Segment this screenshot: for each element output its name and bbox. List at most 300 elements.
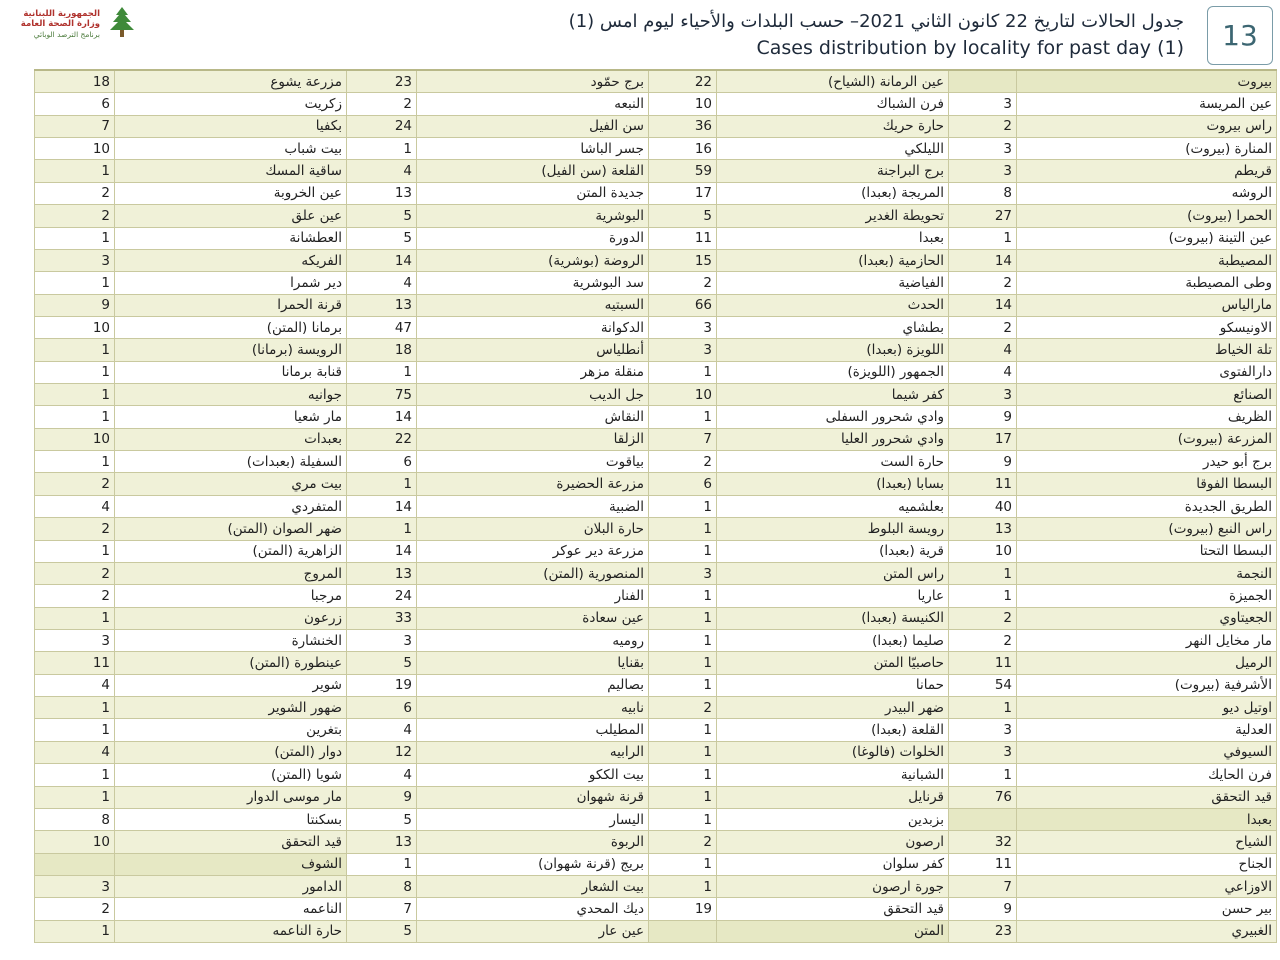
table-row xyxy=(35,473,1277,495)
case-count: 1 xyxy=(649,808,717,830)
locality-name: البسطا الفوقا xyxy=(1017,473,1277,495)
table-row xyxy=(35,294,1277,316)
case-count: 1 xyxy=(949,227,1017,249)
locality-name: المتن xyxy=(717,920,949,942)
locality-name: حارة البلان xyxy=(417,518,649,540)
table-row xyxy=(35,272,1277,294)
locality-name: مزرعة الحضيرة xyxy=(417,473,649,495)
case-count: 1 xyxy=(35,719,115,741)
locality-name: شويا (المتن) xyxy=(115,764,347,786)
locality-name: المريجة (بعبدا) xyxy=(717,182,949,204)
case-count: 3 xyxy=(35,629,115,651)
case-count: 1 xyxy=(347,361,417,383)
case-count: 3 xyxy=(949,741,1017,763)
locality-name: الجعيتاوي xyxy=(1017,607,1277,629)
case-count: 2 xyxy=(35,518,115,540)
case-count: 2 xyxy=(347,93,417,115)
case-count: 1 xyxy=(949,585,1017,607)
table-row xyxy=(35,562,1277,584)
case-count: 23 xyxy=(949,920,1017,942)
locality-name: السيوفي xyxy=(1017,741,1277,763)
case-count xyxy=(35,853,115,875)
case-count: 75 xyxy=(347,384,417,406)
case-count: 1 xyxy=(649,875,717,897)
locality-name: راس بيروت xyxy=(1017,115,1277,137)
locality-name: برمانا (المتن) xyxy=(115,316,347,338)
case-count: 7 xyxy=(649,428,717,450)
case-count: 8 xyxy=(347,875,417,897)
case-count: 4 xyxy=(35,741,115,763)
locality-name: الربوة xyxy=(417,831,649,853)
cases-table xyxy=(34,69,1277,943)
table-row xyxy=(35,808,1277,830)
locality-name: مار شعيا xyxy=(115,406,347,428)
locality-name: ديك المحدي xyxy=(417,898,649,920)
locality-name: بصاليم xyxy=(417,674,649,696)
case-count: 10 xyxy=(35,831,115,853)
locality-name: بياقوت xyxy=(417,451,649,473)
case-count: 13 xyxy=(949,518,1017,540)
case-count: 2 xyxy=(949,316,1017,338)
case-count: 18 xyxy=(35,70,115,93)
case-count: 7 xyxy=(347,898,417,920)
table-row xyxy=(35,652,1277,674)
case-count: 10 xyxy=(649,384,717,406)
case-count: 1 xyxy=(649,652,717,674)
case-count: 2 xyxy=(649,831,717,853)
locality-name: بعبدا xyxy=(717,227,949,249)
locality-name: عين التينة (بيروت) xyxy=(1017,227,1277,249)
locality-name: المروج xyxy=(115,562,347,584)
case-count: 54 xyxy=(949,674,1017,696)
locality-name: العطشانة xyxy=(115,227,347,249)
case-count: 1 xyxy=(649,764,717,786)
locality-name: الاونيسكو xyxy=(1017,316,1277,338)
case-count: 6 xyxy=(347,697,417,719)
table-row xyxy=(35,920,1277,942)
locality-name: الشبانية xyxy=(717,764,949,786)
case-count: 1 xyxy=(35,339,115,361)
locality-name: بيروت xyxy=(1017,70,1277,93)
table-row xyxy=(35,384,1277,406)
case-count: 12 xyxy=(347,741,417,763)
case-count: 2 xyxy=(35,898,115,920)
page-title-arabic: جدول الحالات لتاريخ 22 كانون الثاني 2021– حسب البلدات والأحياء ليوم امس (1) xyxy=(568,11,1184,32)
locality-name: جورة ارصون xyxy=(717,875,949,897)
locality-name: دير شمرا xyxy=(115,272,347,294)
case-count: 2 xyxy=(949,629,1017,651)
table-row xyxy=(35,831,1277,853)
case-count: 14 xyxy=(347,249,417,271)
table-row xyxy=(35,115,1277,137)
locality-name: عاريا xyxy=(717,585,949,607)
case-count: 1 xyxy=(649,495,717,517)
locality-name: عين عار xyxy=(417,920,649,942)
table-row xyxy=(35,764,1277,786)
table-row xyxy=(35,629,1277,651)
case-count: 11 xyxy=(649,227,717,249)
locality-name: تحويطة الغدير xyxy=(717,205,949,227)
locality-name: دارالفتوى xyxy=(1017,361,1277,383)
locality-name: عينطورة (المتن) xyxy=(115,652,347,674)
locality-name: مار موسى الدوار xyxy=(115,786,347,808)
locality-name: الشياح xyxy=(1017,831,1277,853)
case-count: 2 xyxy=(649,272,717,294)
locality-name: بيت مري xyxy=(115,473,347,495)
case-count: 11 xyxy=(35,652,115,674)
case-count: 13 xyxy=(347,294,417,316)
case-count: 1 xyxy=(649,719,717,741)
case-count: 1 xyxy=(35,384,115,406)
locality-name: تلة الخياط xyxy=(1017,339,1277,361)
locality-name: الدامور xyxy=(115,875,347,897)
locality-name: الروشه xyxy=(1017,182,1277,204)
case-count: 1 xyxy=(649,540,717,562)
case-count: 10 xyxy=(35,428,115,450)
case-count: 7 xyxy=(35,115,115,137)
locality-name: ضهور الشوير xyxy=(115,697,347,719)
locality-name: دوار (المتن) xyxy=(115,741,347,763)
table-row xyxy=(35,741,1277,763)
case-count: 9 xyxy=(347,786,417,808)
locality-name: الحدث xyxy=(717,294,949,316)
locality-name: زرعون xyxy=(115,607,347,629)
case-count: 3 xyxy=(35,249,115,271)
case-count: 14 xyxy=(949,294,1017,316)
locality-name: الصنائع xyxy=(1017,384,1277,406)
case-count: 1 xyxy=(35,764,115,786)
case-count xyxy=(949,808,1017,830)
logo-line-3: برنامج الترصد الوبائي xyxy=(33,30,100,39)
locality-name: فرن الحايك xyxy=(1017,764,1277,786)
case-count: 1 xyxy=(347,138,417,160)
case-count: 1 xyxy=(347,518,417,540)
case-count: 1 xyxy=(347,473,417,495)
locality-name: بطشاي xyxy=(717,316,949,338)
locality-name: الاوزاعي xyxy=(1017,875,1277,897)
locality-name: سد البوشرية xyxy=(417,272,649,294)
case-count: 1 xyxy=(649,607,717,629)
locality-name: راس النبع (بيروت) xyxy=(1017,518,1277,540)
locality-name: صليما (بعبدا) xyxy=(717,629,949,651)
locality-name: الزلقا xyxy=(417,428,649,450)
logo-line-1: الجمهورية اللبنانية xyxy=(23,9,100,19)
locality-name: بيت شباب xyxy=(115,138,347,160)
locality-name: النجمة xyxy=(1017,562,1277,584)
case-count: 2 xyxy=(949,607,1017,629)
case-count: 1 xyxy=(649,406,717,428)
locality-name: الرويسة (برمانا) xyxy=(115,339,347,361)
case-count: 1 xyxy=(347,853,417,875)
locality-name: حاصبيّا المتن xyxy=(717,652,949,674)
locality-name: قرية (بعبدا) xyxy=(717,540,949,562)
case-count: 14 xyxy=(347,406,417,428)
case-count: 4 xyxy=(949,361,1017,383)
locality-name: مارالياس xyxy=(1017,294,1277,316)
case-count: 16 xyxy=(649,138,717,160)
case-count: 5 xyxy=(347,808,417,830)
case-count: 47 xyxy=(347,316,417,338)
locality-name: زكريت xyxy=(115,93,347,115)
page-title-english: Cases distribution by locality for past day (1) xyxy=(756,37,1184,59)
locality-name: بعبدا xyxy=(1017,808,1277,830)
case-count: 1 xyxy=(35,920,115,942)
case-count: 4 xyxy=(347,160,417,182)
case-count: 24 xyxy=(347,585,417,607)
case-count: 17 xyxy=(649,182,717,204)
locality-name: ضهر البيدر xyxy=(717,697,949,719)
case-count: 1 xyxy=(649,786,717,808)
case-count: 2 xyxy=(649,451,717,473)
case-count: 10 xyxy=(649,93,717,115)
case-count: 1 xyxy=(35,697,115,719)
locality-name: الحمرا (بيروت) xyxy=(1017,205,1277,227)
case-count: 3 xyxy=(649,316,717,338)
table-row xyxy=(35,249,1277,271)
locality-name: سن الفيل xyxy=(417,115,649,137)
locality-name: روميه xyxy=(417,629,649,651)
locality-name: قريطم xyxy=(1017,160,1277,182)
locality-name: المصيطبة xyxy=(1017,249,1277,271)
locality-name: النقاش xyxy=(417,406,649,428)
locality-name: وطى المصيطبة xyxy=(1017,272,1277,294)
case-count: 22 xyxy=(347,428,417,450)
locality-name: الكنيسة (بعبدا) xyxy=(717,607,949,629)
locality-name: بتغرين xyxy=(115,719,347,741)
case-count: 4 xyxy=(35,674,115,696)
locality-name: مزرعة يشوع xyxy=(115,70,347,93)
locality-name: البوشرية xyxy=(417,205,649,227)
locality-name: الليلكي xyxy=(717,138,949,160)
case-count xyxy=(949,70,1017,93)
locality-name: الناعمه xyxy=(115,898,347,920)
locality-name: الطريق الجديدة xyxy=(1017,495,1277,517)
case-count: 11 xyxy=(949,853,1017,875)
locality-name: جديدة المتن xyxy=(417,182,649,204)
locality-name: الحازمية (بعبدا) xyxy=(717,249,949,271)
locality-name: قيد التحقق xyxy=(1017,786,1277,808)
locality-name: السبتيه xyxy=(417,294,649,316)
locality-name: مزرعة دير عوكر xyxy=(417,540,649,562)
locality-name: بيت الشعار xyxy=(417,875,649,897)
case-count: 1 xyxy=(35,786,115,808)
case-count: 2 xyxy=(35,562,115,584)
locality-name: حمانا xyxy=(717,674,949,696)
case-count: 11 xyxy=(949,473,1017,495)
case-count xyxy=(649,920,717,942)
table-row xyxy=(35,428,1277,450)
locality-name: الجمهور (اللويزة) xyxy=(717,361,949,383)
locality-name: الجناح xyxy=(1017,853,1277,875)
table-row xyxy=(35,227,1277,249)
case-count: 2 xyxy=(35,585,115,607)
locality-name: قرنايل xyxy=(717,786,949,808)
locality-name: القلعة (بعبدا) xyxy=(717,719,949,741)
case-count: 4 xyxy=(347,719,417,741)
table-row xyxy=(35,898,1277,920)
case-count: 7 xyxy=(949,875,1017,897)
case-count: 32 xyxy=(949,831,1017,853)
case-count: 9 xyxy=(949,406,1017,428)
case-count: 1 xyxy=(35,451,115,473)
case-count: 9 xyxy=(949,451,1017,473)
locality-name: الدكوانة xyxy=(417,316,649,338)
case-count: 6 xyxy=(347,451,417,473)
case-count: 19 xyxy=(649,898,717,920)
case-count: 2 xyxy=(35,182,115,204)
case-count: 22 xyxy=(649,70,717,93)
cedar-icon xyxy=(106,6,138,40)
locality-name: بقنايا xyxy=(417,652,649,674)
table-row xyxy=(35,182,1277,204)
locality-name: بعبدات xyxy=(115,428,347,450)
case-count: 3 xyxy=(949,384,1017,406)
locality-name: السفيلة (بعبدات) xyxy=(115,451,347,473)
locality-name: الجميزة xyxy=(1017,585,1277,607)
case-count: 18 xyxy=(347,339,417,361)
case-count: 3 xyxy=(649,562,717,584)
table-row xyxy=(35,70,1277,93)
case-count: 1 xyxy=(649,853,717,875)
locality-name: الخلوات (فالوغا) xyxy=(717,741,949,763)
locality-name: الضبية xyxy=(417,495,649,517)
locality-name: عين علق xyxy=(115,205,347,227)
case-count: 11 xyxy=(949,652,1017,674)
locality-name: برج أبو حيدر xyxy=(1017,451,1277,473)
case-count: 5 xyxy=(649,205,717,227)
case-count: 3 xyxy=(949,160,1017,182)
case-count: 14 xyxy=(347,540,417,562)
locality-name: بعلشميه xyxy=(717,495,949,517)
case-count: 2 xyxy=(35,205,115,227)
locality-name: اليسار xyxy=(417,808,649,830)
case-count: 3 xyxy=(949,719,1017,741)
locality-name: مار مخايل النهر xyxy=(1017,629,1277,651)
locality-name: الروضة (بوشرية) xyxy=(417,249,649,271)
case-count: 2 xyxy=(649,697,717,719)
locality-name: الدورة xyxy=(417,227,649,249)
case-count: 23 xyxy=(347,70,417,93)
case-count: 17 xyxy=(949,428,1017,450)
table-row xyxy=(35,540,1277,562)
locality-name: برج حمّود xyxy=(417,70,649,93)
locality-name: بريج (قرنة شهوان) xyxy=(417,853,649,875)
case-count: 40 xyxy=(949,495,1017,517)
case-count: 14 xyxy=(347,495,417,517)
locality-name: مرجبا xyxy=(115,585,347,607)
case-count: 66 xyxy=(649,294,717,316)
case-count: 1 xyxy=(649,629,717,651)
locality-name: وادي شحرور العليا xyxy=(717,428,949,450)
case-count: 1 xyxy=(35,160,115,182)
table-row xyxy=(35,875,1277,897)
case-count: 2 xyxy=(35,473,115,495)
case-count: 19 xyxy=(347,674,417,696)
locality-name: الزاهرية (المتن) xyxy=(115,540,347,562)
locality-name: منقلة مزهر xyxy=(417,361,649,383)
case-count: 1 xyxy=(35,227,115,249)
locality-name: المنارة (بيروت) xyxy=(1017,138,1277,160)
case-count: 5 xyxy=(347,227,417,249)
table-row xyxy=(35,674,1277,696)
locality-name: حارة الست xyxy=(717,451,949,473)
locality-name: ارصون xyxy=(717,831,949,853)
case-count: 5 xyxy=(347,205,417,227)
case-count: 1 xyxy=(649,585,717,607)
case-count: 59 xyxy=(649,160,717,182)
locality-name: عين الخروبة xyxy=(115,182,347,204)
ministry-logo xyxy=(10,6,140,40)
locality-name: الظريف xyxy=(1017,406,1277,428)
locality-name: الفياضية xyxy=(717,272,949,294)
case-count: 1 xyxy=(949,697,1017,719)
table-row xyxy=(35,451,1277,473)
locality-name: قيد التحقق xyxy=(717,898,949,920)
locality-name: العدلية xyxy=(1017,719,1277,741)
case-count: 3 xyxy=(949,138,1017,160)
case-count: 36 xyxy=(649,115,717,137)
locality-name: جل الديب xyxy=(417,384,649,406)
case-count: 4 xyxy=(347,764,417,786)
locality-name: قنابة برمانا xyxy=(115,361,347,383)
table-row xyxy=(35,361,1277,383)
locality-name: المنصورية (المتن) xyxy=(417,562,649,584)
case-count: 1 xyxy=(35,272,115,294)
page-number: 13 xyxy=(1207,6,1273,65)
locality-name: كفر سلوان xyxy=(717,853,949,875)
locality-name: الرابيه xyxy=(417,741,649,763)
case-count: 3 xyxy=(35,875,115,897)
table-row xyxy=(35,205,1277,227)
table-row xyxy=(35,339,1277,361)
case-count: 1 xyxy=(649,518,717,540)
table-row xyxy=(35,585,1277,607)
locality-name: المطيلب xyxy=(417,719,649,741)
case-count: 6 xyxy=(35,93,115,115)
case-count: 3 xyxy=(649,339,717,361)
case-count: 4 xyxy=(347,272,417,294)
case-count: 76 xyxy=(949,786,1017,808)
case-count: 2 xyxy=(949,115,1017,137)
case-count: 9 xyxy=(949,898,1017,920)
table-row xyxy=(35,786,1277,808)
table-row xyxy=(35,853,1277,875)
case-count: 10 xyxy=(949,540,1017,562)
locality-name: قرنة شهوان xyxy=(417,786,649,808)
locality-name: القلعة (سن الفيل) xyxy=(417,160,649,182)
locality-name: فرن الشباك xyxy=(717,93,949,115)
locality-name: الغبيري xyxy=(1017,920,1277,942)
locality-name: الأشرفية (بيروت) xyxy=(1017,674,1277,696)
table-row xyxy=(35,138,1277,160)
locality-name: الفريكه xyxy=(115,249,347,271)
locality-name: البسطا التحتا xyxy=(1017,540,1277,562)
case-count: 24 xyxy=(347,115,417,137)
table-row xyxy=(35,316,1277,338)
locality-name: اوتيل ديو xyxy=(1017,697,1277,719)
locality-name: الخنشارة xyxy=(115,629,347,651)
locality-name: بكفيا xyxy=(115,115,347,137)
locality-name: بير حسن xyxy=(1017,898,1277,920)
locality-name: بسكنتا xyxy=(115,808,347,830)
case-count: 1 xyxy=(649,361,717,383)
locality-name: المتفردي xyxy=(115,495,347,517)
locality-name: وادي شحرور السفلى xyxy=(717,406,949,428)
case-count: 1 xyxy=(35,406,115,428)
locality-name: راس المتن xyxy=(717,562,949,584)
locality-name: عين المريسة xyxy=(1017,93,1277,115)
table-row xyxy=(35,406,1277,428)
